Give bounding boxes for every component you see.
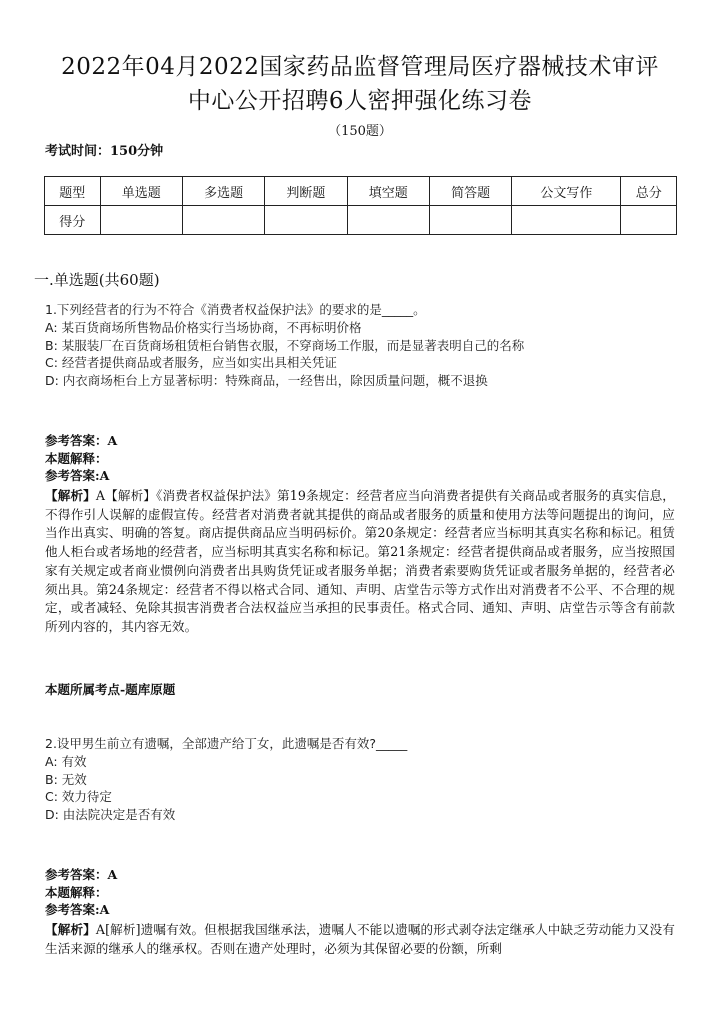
score-table-header: 公文写作 xyxy=(512,177,621,206)
score-table-score-row xyxy=(45,206,677,235)
score-table-header: 判断题 xyxy=(265,177,347,206)
analysis-label: 本题解释： xyxy=(45,450,108,466)
option-a: A: 有效 xyxy=(45,753,87,769)
question-stem: 2.设甲男生前立有遗嘱，全部遗产给丁女，此遗嘱是否有效?_____ xyxy=(45,736,408,751)
score-cell xyxy=(347,206,429,235)
score-table-header: 单选题 xyxy=(100,177,182,206)
score-table-header: 填空题 xyxy=(347,177,429,206)
explanation-2 xyxy=(45,921,675,958)
reference-answer-repeat: 参考答案:A xyxy=(45,468,110,483)
explanation-lead: 【解析】 xyxy=(45,922,96,937)
question-1 xyxy=(45,301,685,390)
exam-time: 考试时间：150分钟 xyxy=(45,144,164,159)
score-cell xyxy=(621,206,677,235)
reference-answer: 参考答案：A xyxy=(45,867,118,882)
explanation-text: A[解析]遗嘱有效。但根据我国继承法，遗嘱人不能以遗嘱的形式剥夺法定继承人中缺乏劳动能力又没有生活来源的继承人的继承权。否则在遗产处理时，必须为其保留必要的份额，所剩 xyxy=(45,922,676,956)
question-2 xyxy=(45,735,685,824)
score-cell xyxy=(182,206,264,235)
option-b: B: 无效 xyxy=(45,771,87,787)
explanation-text: A【解析】《消费者权益保护法》第19条规定：经营者应当向消费者提供有关商品或者服务的真实信息，不得作引人误解的虚假宣传。经营者对消费者就其提供的商品或者服务的质量和使用方法等问题提出的询问，应当作出真实、明确的答复。商店提供商品应当明码标价。第20条规定：经营者应当标明其真实名称和标记。租赁他人柜台或者场地的经营者，应当标明其真实名称和标记。第21条规定：经营者提供商品或者服务，应当按照国家有关规定或者商业惯例向消费者出具购货凭证或者服务单据；消费者索要购货凭证或者服务单据的，经营者必须出具。第24条规定：经营者不得以格式合同、通知、声明、店堂告示等方式作出对消费者不公平、不合理的规定，或者减轻、免除其损害消费者合法权益应当承担的民事责任。格式合同、通知、声明、店堂告示等含有前款所列内容的，其内容无效。 xyxy=(45,488,675,634)
option-b: B: 某服装厂在百货商场租赁柜台销售衣服，不穿商场工作服，而是显著表明自己的名称 xyxy=(45,337,525,353)
answer-block-2 xyxy=(45,866,685,919)
option-d: D: 内衣商场柜台上方显著标明：特殊商品，一经售出，除因质量问题，概不退换 xyxy=(45,373,488,389)
score-table-header: 题型 xyxy=(45,177,101,206)
score-row-label: 得分 xyxy=(45,206,101,235)
document-title-line-1: 2022年04月2022国家药品监督管理局医疗器械技术审评 xyxy=(61,54,659,80)
section-heading: 一.单选题(共60题) xyxy=(34,271,160,289)
topic-attribution: 本题所属考点-题库原题 xyxy=(45,682,176,697)
analysis-label: 本题解释： xyxy=(45,884,108,900)
score-table-header: 总分 xyxy=(621,177,677,206)
option-d: D: 由法院决定是否有效 xyxy=(45,807,176,823)
explanation-1 xyxy=(45,487,675,637)
answer-block-1 xyxy=(45,432,685,485)
question-count: （150题） xyxy=(328,124,392,139)
option-c: C: 效力待定 xyxy=(45,789,112,805)
score-table-header-row xyxy=(45,177,677,206)
score-table-header: 多选题 xyxy=(182,177,264,206)
score-cell xyxy=(512,206,621,235)
option-a: A: 某百货商场所售物品价格实行当场协商，不再标明价格 xyxy=(45,319,362,335)
score-table-header: 简答题 xyxy=(429,177,511,206)
score-cell xyxy=(100,206,182,235)
question-stem: 1.下列经营者的行为不符合《消费者权益保护法》的要求的是_____。 xyxy=(45,302,426,317)
reference-answer: 参考答案：A xyxy=(45,433,118,448)
document-title-line-2: 中心公开招聘6人密押强化练习卷 xyxy=(187,88,533,114)
score-cell xyxy=(265,206,347,235)
score-table xyxy=(44,176,677,235)
explanation-lead: 【解析】 xyxy=(45,488,96,503)
reference-answer-repeat: 参考答案:A xyxy=(45,902,110,917)
score-cell xyxy=(429,206,511,235)
option-c: C: 经营者提供商品或者服务，应当如实出具相关凭证 xyxy=(45,355,337,371)
